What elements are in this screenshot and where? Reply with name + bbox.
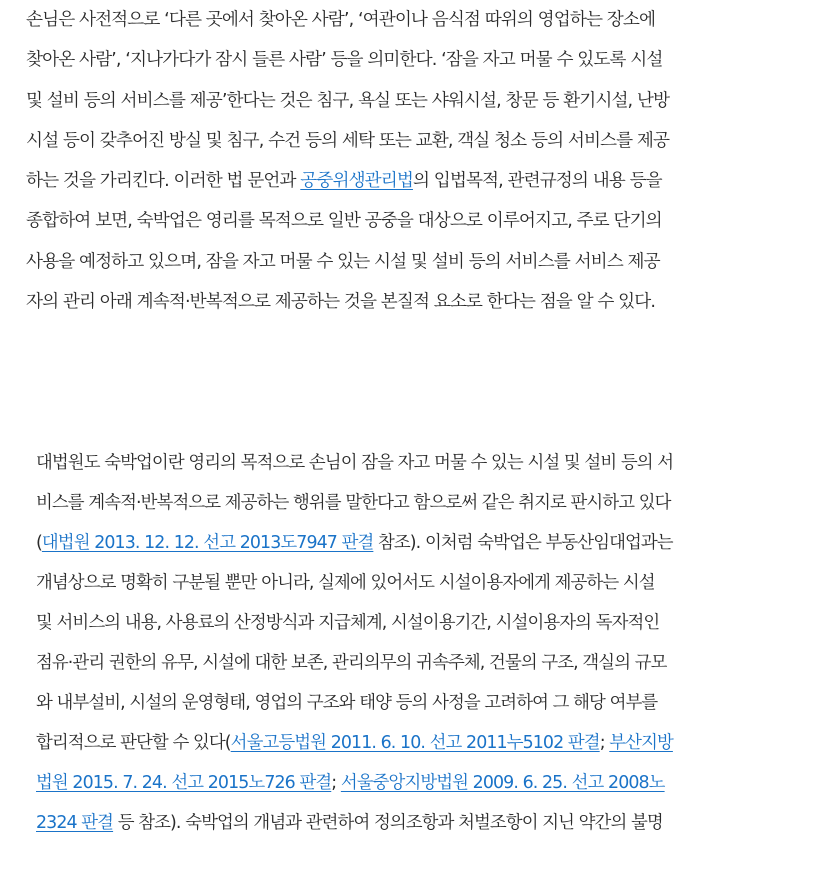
seoul-high-court-2011nu5102-link[interactable]: 서울고등법원 2011. 6. 10. 선고 2011누5102 판결	[230, 733, 600, 753]
text-line: (대법원 2013. 12. 12. 선고 2013도7947 판결 참조). 이처럼 숙박업은 부동산임대업과는	[36, 533, 673, 553]
text-line: 합리적으로 판단할 수 있다(서울고등법원 2011. 6. 10. 선고 2011누5102 판결; 부산지방	[36, 733, 673, 753]
text-line: 법원 2015. 7. 24. 선고 2015노726 판결; 서울중앙지방법원 2009. 6. 25. 선고 2008노	[36, 773, 665, 793]
seoul-central-district-court-2008no2324-link[interactable]: 서울중앙지방법원 2009. 6. 25. 선고 2008노	[340, 773, 665, 793]
text-line: 대법원도 숙박업이란 영리의 목적으로 손님이 잠을 자고 머물 수 있는 시설 및 설비 등의 서	[36, 453, 674, 473]
text-line: 점유·관리 권한의 유무, 시설에 대한 보존, 관리의무의 귀속주체, 건물의 구조, 객실의 규모	[36, 653, 667, 673]
text-line: 시설 등이 갖추어진 방실 및 침구, 수건 등의 세탁 또는 교환, 객실 청소 등의 서비스를 제공	[26, 130, 670, 151]
text-line: 2324 판결 등 참조). 숙박업의 개념과 관련하여 정의조항과 처벌조항이 지닌 약간의 불명	[36, 813, 663, 833]
text-line: 비스를 계속적·반복적으로 제공하는 행위를 말한다고 함으로써 같은 취지로 판시하고 있다	[36, 493, 671, 513]
text-line: 및 서비스의 내용, 사용료의 산정방식과 지급체계, 시설이용기간, 시설이용자의 독자적인	[36, 613, 660, 633]
text-line: 사용을 예정하고 있으며, 잠을 자고 머물 수 있는 시설 및 설비 등의 서비스를 서비스 제공	[26, 251, 660, 272]
text-line: 개념상으로 명확히 구분될 뿐만 아니라, 실제에 있어서도 시설이용자에게 제공하는 시설	[36, 573, 655, 593]
text-line: 자의 관리 아래 계속적·반복적으로 제공하는 것을 본질적 요소로 한다는 점을 알 수 있다.	[26, 292, 656, 313]
public-health-act-link[interactable]: 공중위생관리법	[300, 171, 413, 192]
text-line: 손님은 사전적으로 ‘다른 곳에서 찾아온 사람’, ‘여관이나 음식점 따위의 영업하는 장소에	[26, 10, 656, 30]
text-line: 및 설비 등의 서비스를 제공’한다는 것은 침구, 욕실 또는 샤워시설, 창문 등 환기시설, 난방	[26, 90, 670, 111]
text-line: 종합하여 보면, 숙박업은 영리를 목적으로 일반 공중을 대상으로 이루어지고, 주로 단기의	[26, 211, 662, 232]
text-line: 와 내부설비, 시설의 운영형태, 영업의 구조와 태양 등의 사정을 고려하여 그 해당 여부를	[36, 693, 658, 713]
text-line: 찾아온 사람’, ‘지나가다가 잠시 들른 사람’ 등을 의미한다. ‘잠을 자고 머물 수 있도록 시설	[26, 50, 663, 71]
seoul-central-district-court-2008no2324-link[interactable]: 2324 판결	[36, 813, 114, 833]
supreme-court-2013do7947-link[interactable]: 대법원 2013. 12. 12. 선고 2013도7947 판결	[41, 533, 374, 553]
text-line: 하는 것을 가리킨다. 이러한 법 문언과 공중위생관리법의 입법목적, 관련규정의 내용 등을	[26, 171, 662, 192]
paragraph-guest-definition	[26, 0, 826, 322]
paragraph-supreme-court-ruling	[36, 443, 826, 843]
busan-district-court-2015no726-link[interactable]: 법원 2015. 7. 24. 선고 2015노726 판결	[36, 773, 332, 793]
busan-district-court-2015no726-link[interactable]: 부산지방	[609, 733, 673, 753]
